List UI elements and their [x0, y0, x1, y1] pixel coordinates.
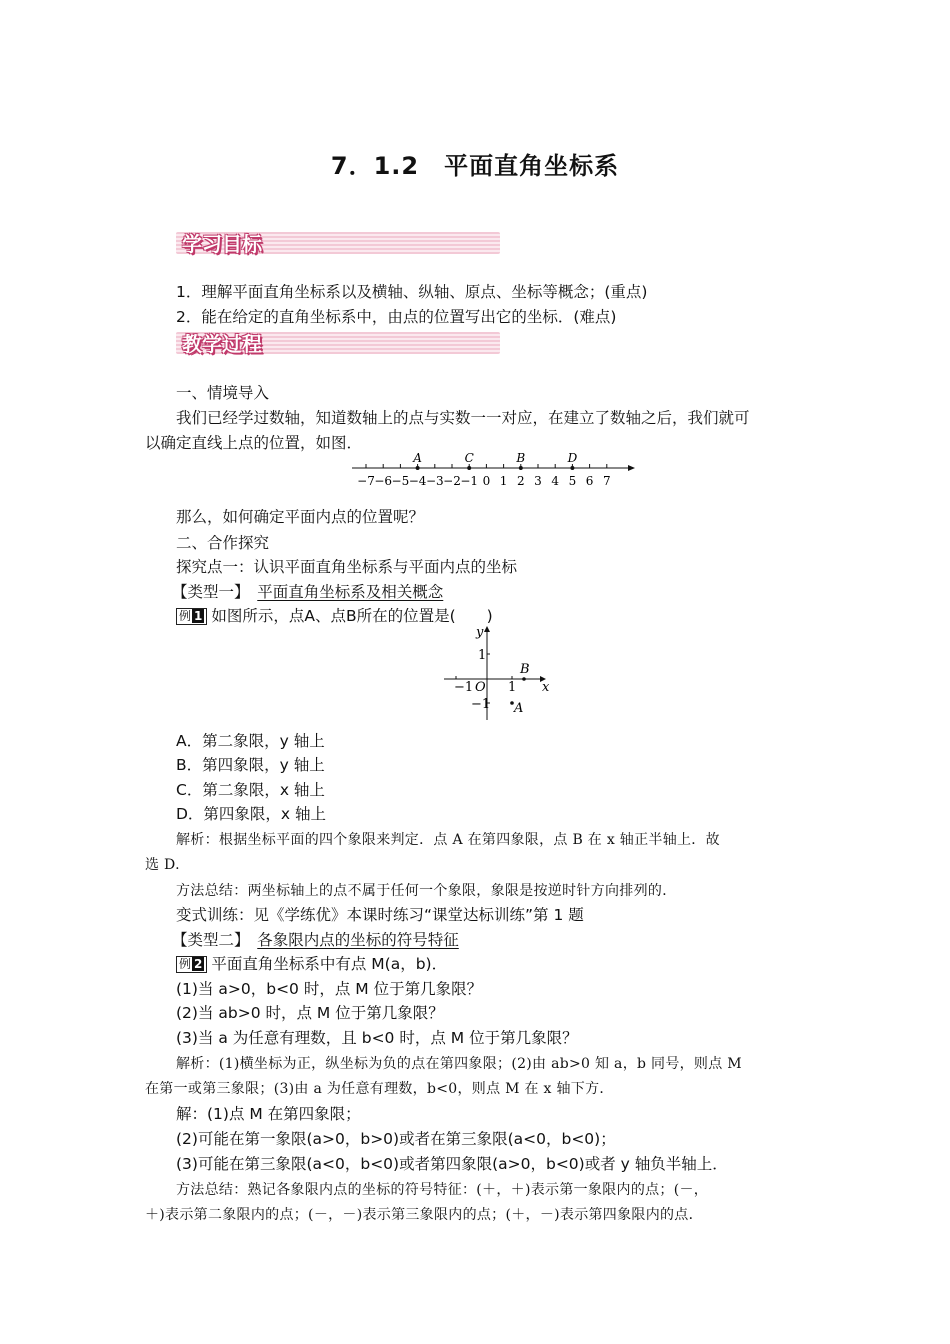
example-number: 1 [194, 609, 203, 623]
example2-text: 平面直角坐标系中有点 M(a，b)． [211, 955, 448, 973]
number-line-tick-label: 0 [482, 474, 491, 488]
variant-training: 变式训练：见《学练优》本课时练习“课堂达标训练”第 1 题 [176, 906, 584, 924]
number-line-tick-label: 5 [568, 474, 577, 488]
summary1: 方法总结：两坐标轴上的点不属于任何一个象限，象限是按逆时针方向排列的． [176, 883, 677, 899]
type1-heading [172, 582, 443, 602]
analysis1-line1: 解析：根据坐标平面的四个象限来判定．点 A 在第四象限，点 B 在 x 轴正半轴上．故 [176, 832, 720, 848]
summary2-line2: ＋)表示第二象限内的点；(－，－)表示第三象限内的点；(＋，－)表示第四象限内的点． [145, 1207, 703, 1223]
example-number: 2 [194, 957, 203, 971]
point-b-label: B [520, 662, 530, 677]
number-line-tick-label: −4 [408, 474, 427, 488]
x-tick-pos-label: 1 [508, 680, 517, 695]
question-3: (3)当 a 为任意有理数，且 b<0 时，点 M 位于第几象限？ [176, 1029, 578, 1047]
question-2: (2)当 ab>0 时，点 M 位于第几象限？ [176, 1004, 444, 1022]
y-tick-neg-label: −1 [471, 697, 491, 712]
option-d: D．第四象限，x 轴上 [176, 805, 327, 823]
question-1: (1)当 a>0，b<0 时，点 M 位于第几象限？ [176, 980, 483, 998]
origin-label: O [475, 680, 486, 695]
x-tick-neg-label: −1 [454, 680, 474, 695]
analysis2-line2: 在第一或第三象限；(3)由 a 为任意有理数，b<0，则点 M 在 x 轴下方． [145, 1081, 614, 1097]
goals-banner-label: 学习目标 [182, 232, 262, 256]
goal-2: 2．能在给定的直角坐标系中，由点的位置写出它的坐标．(难点) [176, 308, 617, 326]
number-line-point-c [467, 466, 471, 470]
number-line-tick-label: 7 [602, 474, 611, 488]
analysis1-line2: 选 D. [145, 857, 180, 873]
point-b [522, 677, 526, 681]
number-line-tick-label: −2 [443, 474, 461, 488]
type1-prefix: 【类型一】 [172, 583, 258, 601]
question-text: 那么，如何确定平面内点的位置呢？ [176, 508, 425, 526]
process-banner-label: 教学过程 [182, 332, 262, 356]
type2-heading [172, 930, 459, 950]
number-line-point-label: C [464, 451, 474, 465]
number-line-tick-label: 1 [499, 474, 508, 488]
solution-2: (2)可能在第一象限(a>0，b>0)或者在第三象限(a<0，b<0)； [176, 1130, 616, 1148]
y-axis-arrow [484, 626, 490, 632]
example2 [176, 954, 447, 974]
solution-3: (3)可能在第三象限(a<0，b<0)或者第四象限(a>0，b<0)或者 y 轴负半轴上． [176, 1155, 728, 1173]
option-c: C．第二象限，x 轴上 [176, 781, 325, 799]
option-a: A．第二象限，y 轴上 [176, 732, 325, 750]
example-word: 例 [179, 609, 192, 623]
example1 [176, 606, 493, 626]
number-line-tick-label: −5 [391, 474, 410, 488]
example2-badge [176, 956, 207, 973]
example-word: 例 [179, 957, 192, 971]
goal-1: 1．理解平面直角坐标系以及横轴、纵轴、原点、坐标等概念；(重点) [176, 283, 648, 301]
section2-heading: 二、合作探究 [176, 534, 270, 552]
y-tick-pos-label: 1 [478, 648, 487, 663]
number-line-point-b [519, 466, 523, 470]
number-line-tick-label: −1 [460, 474, 479, 488]
intro-para-line2: 以确定直线上点的位置，如图． [145, 434, 363, 452]
number-line-tick-label: 3 [534, 474, 542, 488]
number-line-tick-label: −3 [425, 474, 444, 488]
point-a-label: A [514, 701, 524, 716]
type2-prefix: 【类型二】 [172, 931, 258, 949]
intro-para-line1: 我们已经学过数轴，知道数轴上的点与实数一一对应，在建立了数轴之后，我们就可 [176, 409, 750, 427]
number-line-point-d [570, 466, 574, 470]
number-line-point-label: B [516, 451, 526, 465]
example1-badge [176, 608, 207, 625]
number-line-point-label: D [567, 451, 578, 465]
number-line-arrow [628, 465, 635, 471]
number-line-point-a [416, 466, 420, 470]
number-line-tick-label: 6 [585, 474, 594, 488]
number-line-tick-label: −7 [357, 474, 375, 488]
page-title: 7．1.2 平面直角坐标系 [330, 152, 620, 180]
process-banner [176, 330, 500, 356]
number-line-point-label: A [413, 451, 422, 465]
number-line-figure [350, 450, 640, 488]
y-axis-label: y [476, 625, 484, 640]
section1-heading: 一、情境导入 [176, 384, 270, 402]
explore-point: 探究点一：认识平面直角坐标系与平面内点的坐标 [176, 558, 518, 576]
analysis2-line1: 解析：(1)横坐标为正，纵坐标为负的点在第四象限；(2)由 ab>0 知 a，b 同号，则点 M [176, 1056, 742, 1072]
coordinate-figure [440, 624, 550, 724]
number-line-tick-label: −6 [374, 474, 393, 488]
number-line-tick-label: 2 [516, 474, 525, 488]
x-axis-label: x [542, 680, 550, 695]
type2-title: 各象限内点的坐标的符号特征 [257, 931, 459, 949]
summary2-line1: 方法总结：熟记各象限内点的坐标的符号特征：(＋，＋)表示第一象限内的点；(－， [176, 1182, 709, 1198]
goals-banner [176, 230, 500, 256]
example1-text: 如图所示，点A、点B所在的位置是( ) [211, 607, 493, 625]
option-b: B．第四象限，y 轴上 [176, 756, 325, 774]
type1-title: 平面直角坐标系及相关概念 [257, 583, 444, 601]
number-line-tick-label: 4 [551, 474, 560, 488]
solution-1: 解：(1)点 M 在第四象限； [176, 1105, 361, 1123]
